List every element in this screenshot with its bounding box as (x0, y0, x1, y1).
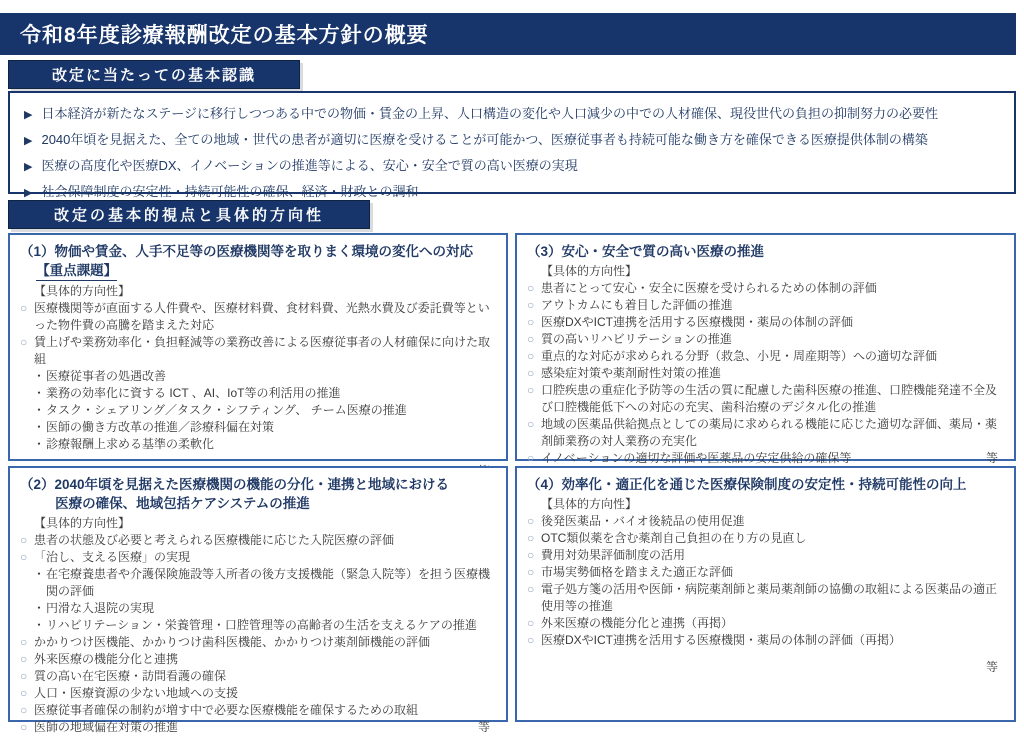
direction-item (20, 532, 496, 549)
basic-bullet-row (22, 158, 1002, 175)
direction-subitem-text: 医療従事者の処遇改善 (46, 369, 167, 383)
direction-item-text: アウトカムにも着目した評価の推進 (541, 298, 733, 312)
basic-recognition-box (8, 91, 1016, 199)
direction-subitem-text: タスク・シェアリング／タスク・シフティング、 チーム医療の推進 (46, 403, 407, 417)
direction-item (527, 547, 1004, 564)
basic-bullet-text: 医療の高度化や医療DX、イノベーションの推進等による、安心・安全で質の高い医療の実現 (41, 158, 578, 173)
direction-item (527, 314, 1004, 331)
viewpoint-grid (8, 233, 1016, 734)
direction-item (527, 564, 1004, 581)
direction-item (527, 348, 1004, 365)
basic-bullet-text: 日本経済が新たなステージに移行しつつある中での物価・賃金の上昇、人口構造の変化や人口減少の中での人材確保、現役世代の負担の抑制努力の必要性 (41, 106, 938, 121)
viewpoint-box-2 (8, 466, 508, 734)
box4-direction-heading: 【具体的方向性】 (541, 497, 638, 511)
direction-subitem-text: 円滑な入退院の実現 (46, 601, 155, 615)
direction-item-text: OTC類似薬を含む薬剤自己負担の在り方の見直し (541, 531, 807, 545)
direction-item-text: 外来医療の機能分化と連携 (34, 652, 179, 666)
direction-item (20, 668, 496, 685)
direction-subitem (20, 402, 496, 419)
direction-item (527, 632, 1004, 649)
direction-subitem-text: 診療報酬上求める基準の柔軟化 (46, 437, 215, 451)
direction-item (20, 334, 496, 368)
box2-title-line1: （2）2040年頃を見据えた医療機関の機能の分化・連携と地域における (20, 477, 450, 492)
section-label-viewpoints: 改定の基本的視点と具体的方向性 (8, 200, 370, 229)
circle-bullet-icon: ○ (527, 332, 535, 346)
viewpoint-box-3 (515, 233, 1016, 465)
box4-title: （4）効率化・適正化を通じた医療保険制度の安定性・持続可能性の向上 (527, 477, 967, 492)
direction-subitem-text: リハビリテーション・栄養管理・口腔管理等の高齢者の生活を支えるケアの推進 (46, 618, 477, 632)
circle-bullet-icon: ○ (527, 451, 535, 465)
circle-bullet-icon: ○ (527, 315, 535, 329)
direction-item-text: 医療DXやICT連携を活用する医療機関・薬局の体制の評価（再掲） (541, 633, 902, 647)
direction-item-text: 費用対効果評価制度の活用 (541, 548, 686, 562)
direction-subitem-text: 医師の働き方改革の推進／診療科偏在対策 (46, 420, 275, 434)
basic-bullet-row (22, 106, 1002, 123)
dot-bullet-icon: ・ (33, 601, 46, 615)
direction-item-text: イノベーションの適切な評価や医薬品の安定供給の確保等 (541, 451, 852, 465)
basic-bullet-text: 社会保障制度の安定性・持続可能性の確保、経済・財政との調和 (41, 184, 419, 199)
direction-item-text: 後発医薬品・バイオ後続品の使用促進 (541, 514, 745, 528)
circle-bullet-icon: ○ (527, 633, 535, 647)
direction-item-text: 口腔疾患の重症化予防等の生活の質に配慮した歯科医療の推進、口腔機能発達不全及び口腔機能低下への対応の充実、歯科治療のデジタル化の推進 (541, 383, 998, 414)
direction-item-text: 医療DXやICT連携を活用する医療機関・薬局の体制の評価 (541, 315, 854, 329)
circle-bullet-icon: ○ (20, 301, 28, 315)
slide-page (0, 13, 1024, 734)
direction-item (527, 530, 1004, 547)
direction-item-text: 「治し、支える医療」の実現 (34, 550, 191, 564)
circle-bullet-icon: ○ (527, 616, 535, 630)
direction-item (20, 549, 496, 566)
direction-item (527, 382, 1004, 416)
box1-title (20, 242, 496, 281)
direction-item-text: 電子処方箋の活用や医師・病院薬剤師と薬局薬剤師の協働の取組による医薬品の適正使用等の推進 (541, 582, 998, 613)
circle-bullet-icon: ○ (20, 550, 28, 564)
dot-bullet-icon: ・ (33, 403, 46, 417)
etc-label: 等 (985, 660, 998, 674)
direction-item-text: 人口・医療資源の少ない地域への支援 (34, 686, 239, 700)
box3-direction-heading: 【具体的方向性】 (541, 264, 638, 278)
direction-item (20, 702, 496, 719)
direction-subitem-text: 在宅療養患者や介護保険施設等入所者の後方支援機能（緊急入院等）を担う医療機関の評価 (46, 567, 491, 598)
direction-subitem (20, 436, 496, 453)
direction-subitem (20, 617, 496, 634)
dot-bullet-icon: ・ (33, 567, 46, 581)
circle-bullet-icon: ○ (527, 366, 535, 380)
box1-direction-heading: 【具体的方向性】 (34, 284, 131, 298)
triangle-bullet-icon: ▶ (24, 161, 33, 173)
direction-item (527, 581, 1004, 615)
box1-priority-tag: 【重点課題】 (36, 261, 117, 281)
circle-bullet-icon: ○ (527, 349, 535, 363)
direction-item-text: かかりつけ医機能、かかりつけ歯科医機能、かかりつけ薬剤師機能の評価 (34, 635, 431, 649)
direction-item (527, 331, 1004, 348)
circle-bullet-icon: ○ (20, 635, 28, 649)
circle-bullet-icon: ○ (527, 582, 535, 596)
circle-bullet-icon: ○ (527, 548, 535, 562)
basic-bullet-row (22, 184, 1002, 201)
direction-item-text: 外来医療の機能分化と連携（再掲） (541, 616, 734, 630)
etc-label: 等 (985, 451, 998, 465)
box2-direction-heading: 【具体的方向性】 (34, 516, 131, 530)
dot-bullet-icon: ・ (33, 369, 46, 383)
direction-item (527, 297, 1004, 314)
direction-item-text: 医師の地域偏在対策の推進 (34, 720, 179, 734)
circle-bullet-icon: ○ (20, 703, 28, 717)
direction-item (527, 280, 1004, 297)
direction-item-text: 質の高いリハビリテーションの推進 (541, 332, 732, 346)
triangle-bullet-icon: ▶ (24, 109, 33, 121)
page-header (0, 13, 1016, 55)
circle-bullet-icon: ○ (527, 514, 535, 528)
direction-item (527, 365, 1004, 382)
direction-subitem (20, 368, 496, 385)
direction-item-text: 患者にとって安心・安全に医療を受けられるための体制の評価 (541, 281, 877, 295)
circle-bullet-icon: ○ (20, 335, 28, 349)
dot-bullet-icon: ・ (33, 437, 46, 451)
direction-subitem (20, 566, 496, 600)
circle-bullet-icon: ○ (527, 281, 535, 295)
basic-bullet-text: 2040年頃を見据えた、全ての地域・世代の患者が適切に医療を受けることが可能かつ、医療従事者も持続可能な働き方を確保できる医療提供体制の構築 (41, 132, 928, 147)
basic-bullet-row (22, 132, 1002, 149)
circle-bullet-icon: ○ (20, 686, 28, 700)
direction-item-text: 地域の医薬品供給拠点としての薬局に求められる機能に応じた適切な評価、薬局・薬剤師業務の対人業務の充実化 (541, 417, 998, 448)
direction-item-text: 医療従事者確保の制約が増す中で必要な医療機能を確保するための取組 (34, 703, 419, 717)
section-label-basic-recognition: 改定に当たっての基本認識 (8, 60, 300, 89)
direction-item-text: 質の高い在宅医療・訪問看護の確保 (34, 669, 227, 683)
circle-bullet-icon: ○ (20, 720, 28, 734)
page-title: 令和8年度診療報酬改定の基本方針の概要 (20, 24, 429, 47)
dot-bullet-icon: ・ (33, 618, 46, 632)
etc-label: 等 (477, 720, 490, 734)
direction-subitem (20, 385, 496, 402)
circle-bullet-icon: ○ (20, 533, 28, 547)
direction-subitem (20, 600, 496, 617)
box3-title: （3）安心・安全で質の高い医療の推進 (527, 244, 765, 259)
direction-subitem (20, 419, 496, 436)
circle-bullet-icon: ○ (20, 669, 28, 683)
direction-item (20, 300, 496, 334)
circle-bullet-icon: ○ (527, 565, 535, 579)
direction-item (527, 416, 1004, 450)
direction-item (527, 513, 1004, 530)
direction-item (20, 685, 496, 702)
direction-subitem-text: 業務の効率化に資する ICT 、AI、IoT等の利活用の推進 (46, 386, 341, 400)
box2-title-line2: 医療の確保、地域包括ケアシステムの推進 (55, 496, 310, 511)
dot-bullet-icon: ・ (33, 420, 46, 434)
direction-item (527, 615, 1004, 632)
dot-bullet-icon: ・ (33, 386, 46, 400)
circle-bullet-icon: ○ (527, 298, 535, 312)
direction-item-text: 感染症対策や薬剤耐性対策の推進 (541, 366, 722, 380)
circle-bullet-icon: ○ (20, 652, 28, 666)
viewpoint-box-1 (8, 233, 508, 461)
circle-bullet-icon: ○ (527, 417, 535, 431)
direction-item-text: 医療機関等が直面する人件費や、医療材料費、食材料費、光熱水費及び委託費等といった物件費の高騰を踏まえた対応 (34, 301, 490, 332)
box1-title-text: （1）物価や賃金、人手不足等の医療機関等を取りまく環境の変化への対応 (20, 244, 474, 259)
direction-item-text: 重点的な対応が求められる分野（救急、小児・周産期等）への適切な評価 (541, 349, 938, 363)
triangle-bullet-icon: ▶ (24, 135, 33, 147)
direction-item-text: 市場実勢価格を踏まえた適正な評価 (541, 565, 734, 579)
direction-item-text: 患者の状態及び必要と考えられる医療機能に応じた入院医療の評価 (34, 533, 395, 547)
triangle-bullet-icon: ▶ (24, 187, 33, 199)
circle-bullet-icon: ○ (527, 383, 535, 397)
viewpoint-box-4 (515, 466, 1016, 722)
direction-item (20, 634, 496, 651)
box2-title (20, 475, 496, 513)
circle-bullet-icon: ○ (527, 531, 535, 545)
direction-item (20, 651, 496, 668)
direction-item-text: 賃上げや業務効率化・負担軽減等の業務改善による医療従事者の人材確保に向けた取組 (34, 335, 491, 366)
